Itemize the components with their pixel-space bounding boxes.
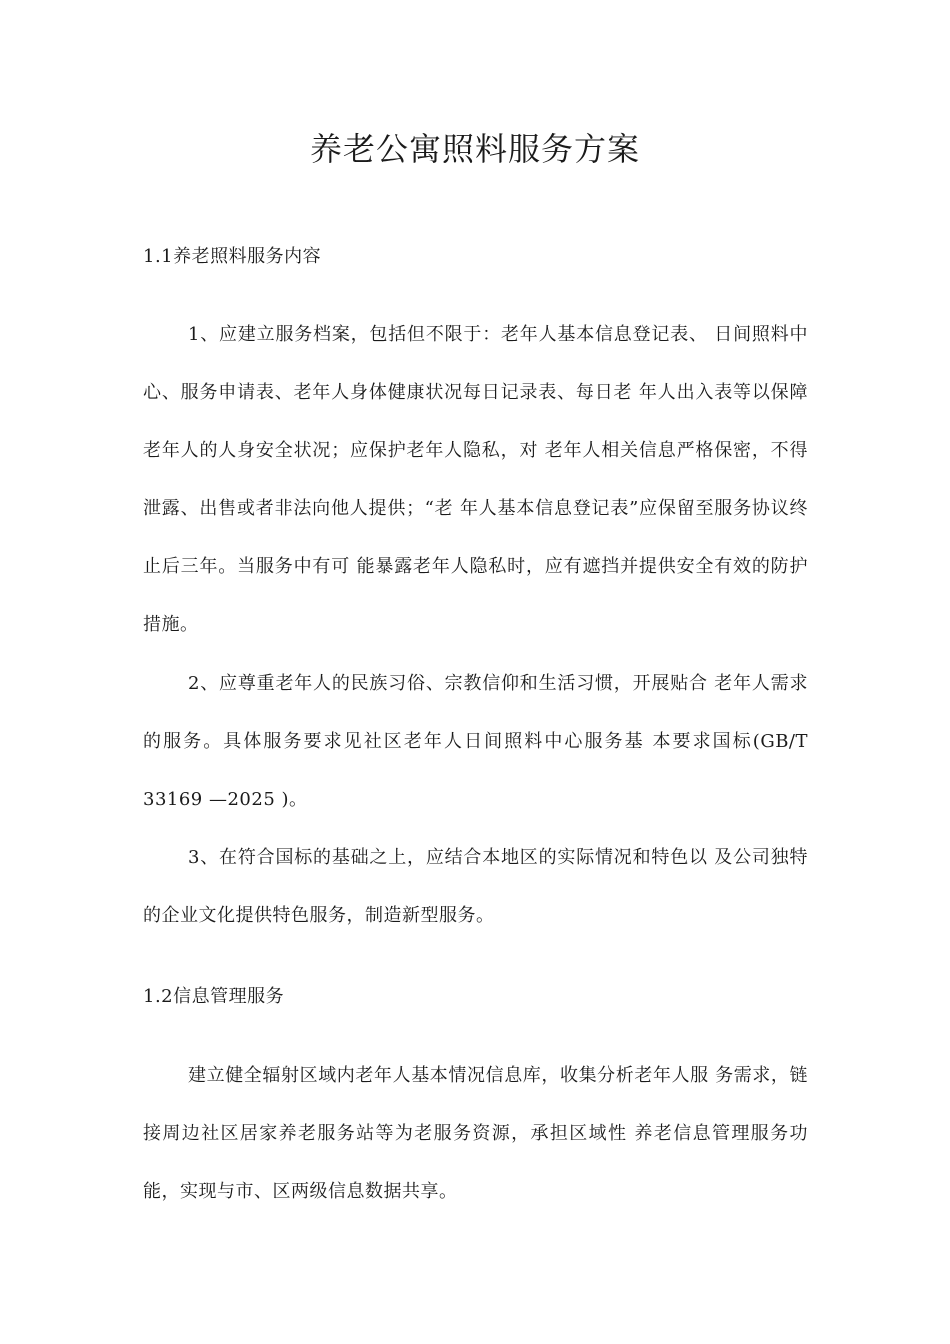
- paragraph-respect-customs: 2、应尊重老年人的民族习俗、宗教信仰和生活习惯，开展贴合 老年人需求的服务。具体服务要求见社区老年人日间照料中心服务基 本要求国标(GB/T 33169 —2025 )。: [143, 673, 808, 810]
- paragraph-information-management: 建立健全辐射区域内老年人基本情况信息库，收集分析老年人服 务需求，链接周边社区居家养老服务站等为老服务资源，承担区域性 养老信息管理服务功能，实现与市、区两级信息数据共享。: [143, 1065, 808, 1202]
- section-heading-1-2: 1.2信息管理服务: [143, 986, 285, 1007]
- section-heading-1-1: 1.1养老照料服务内容: [143, 246, 322, 267]
- paragraph-service-records: 1、应建立服务档案，包括但不限于：老年人基本信息登记表、 日间照料中心、服务申请表、老年人身体健康状况每日记录表、每日老 年人出入表等以保障老年人的人身安全状况；应保护老年人隐私，对 老年人相关信息严格保密，不得泄露、出售或者非法向他人提供；“老 年人基本信息登记表”应保留至服务协议终止后三年。当服务中有可 能暴露老年人隐私时，应有遮挡并提供安全有效的防护措施。: [143, 324, 808, 635]
- document-title: 养老公寓照料服务方案: [309, 130, 640, 168]
- paragraph-special-services: 3、在符合国标的基础之上，应结合本地区的实际情况和特色以 及公司独特的企业文化提供特色服务，制造新型服务。: [143, 847, 808, 926]
